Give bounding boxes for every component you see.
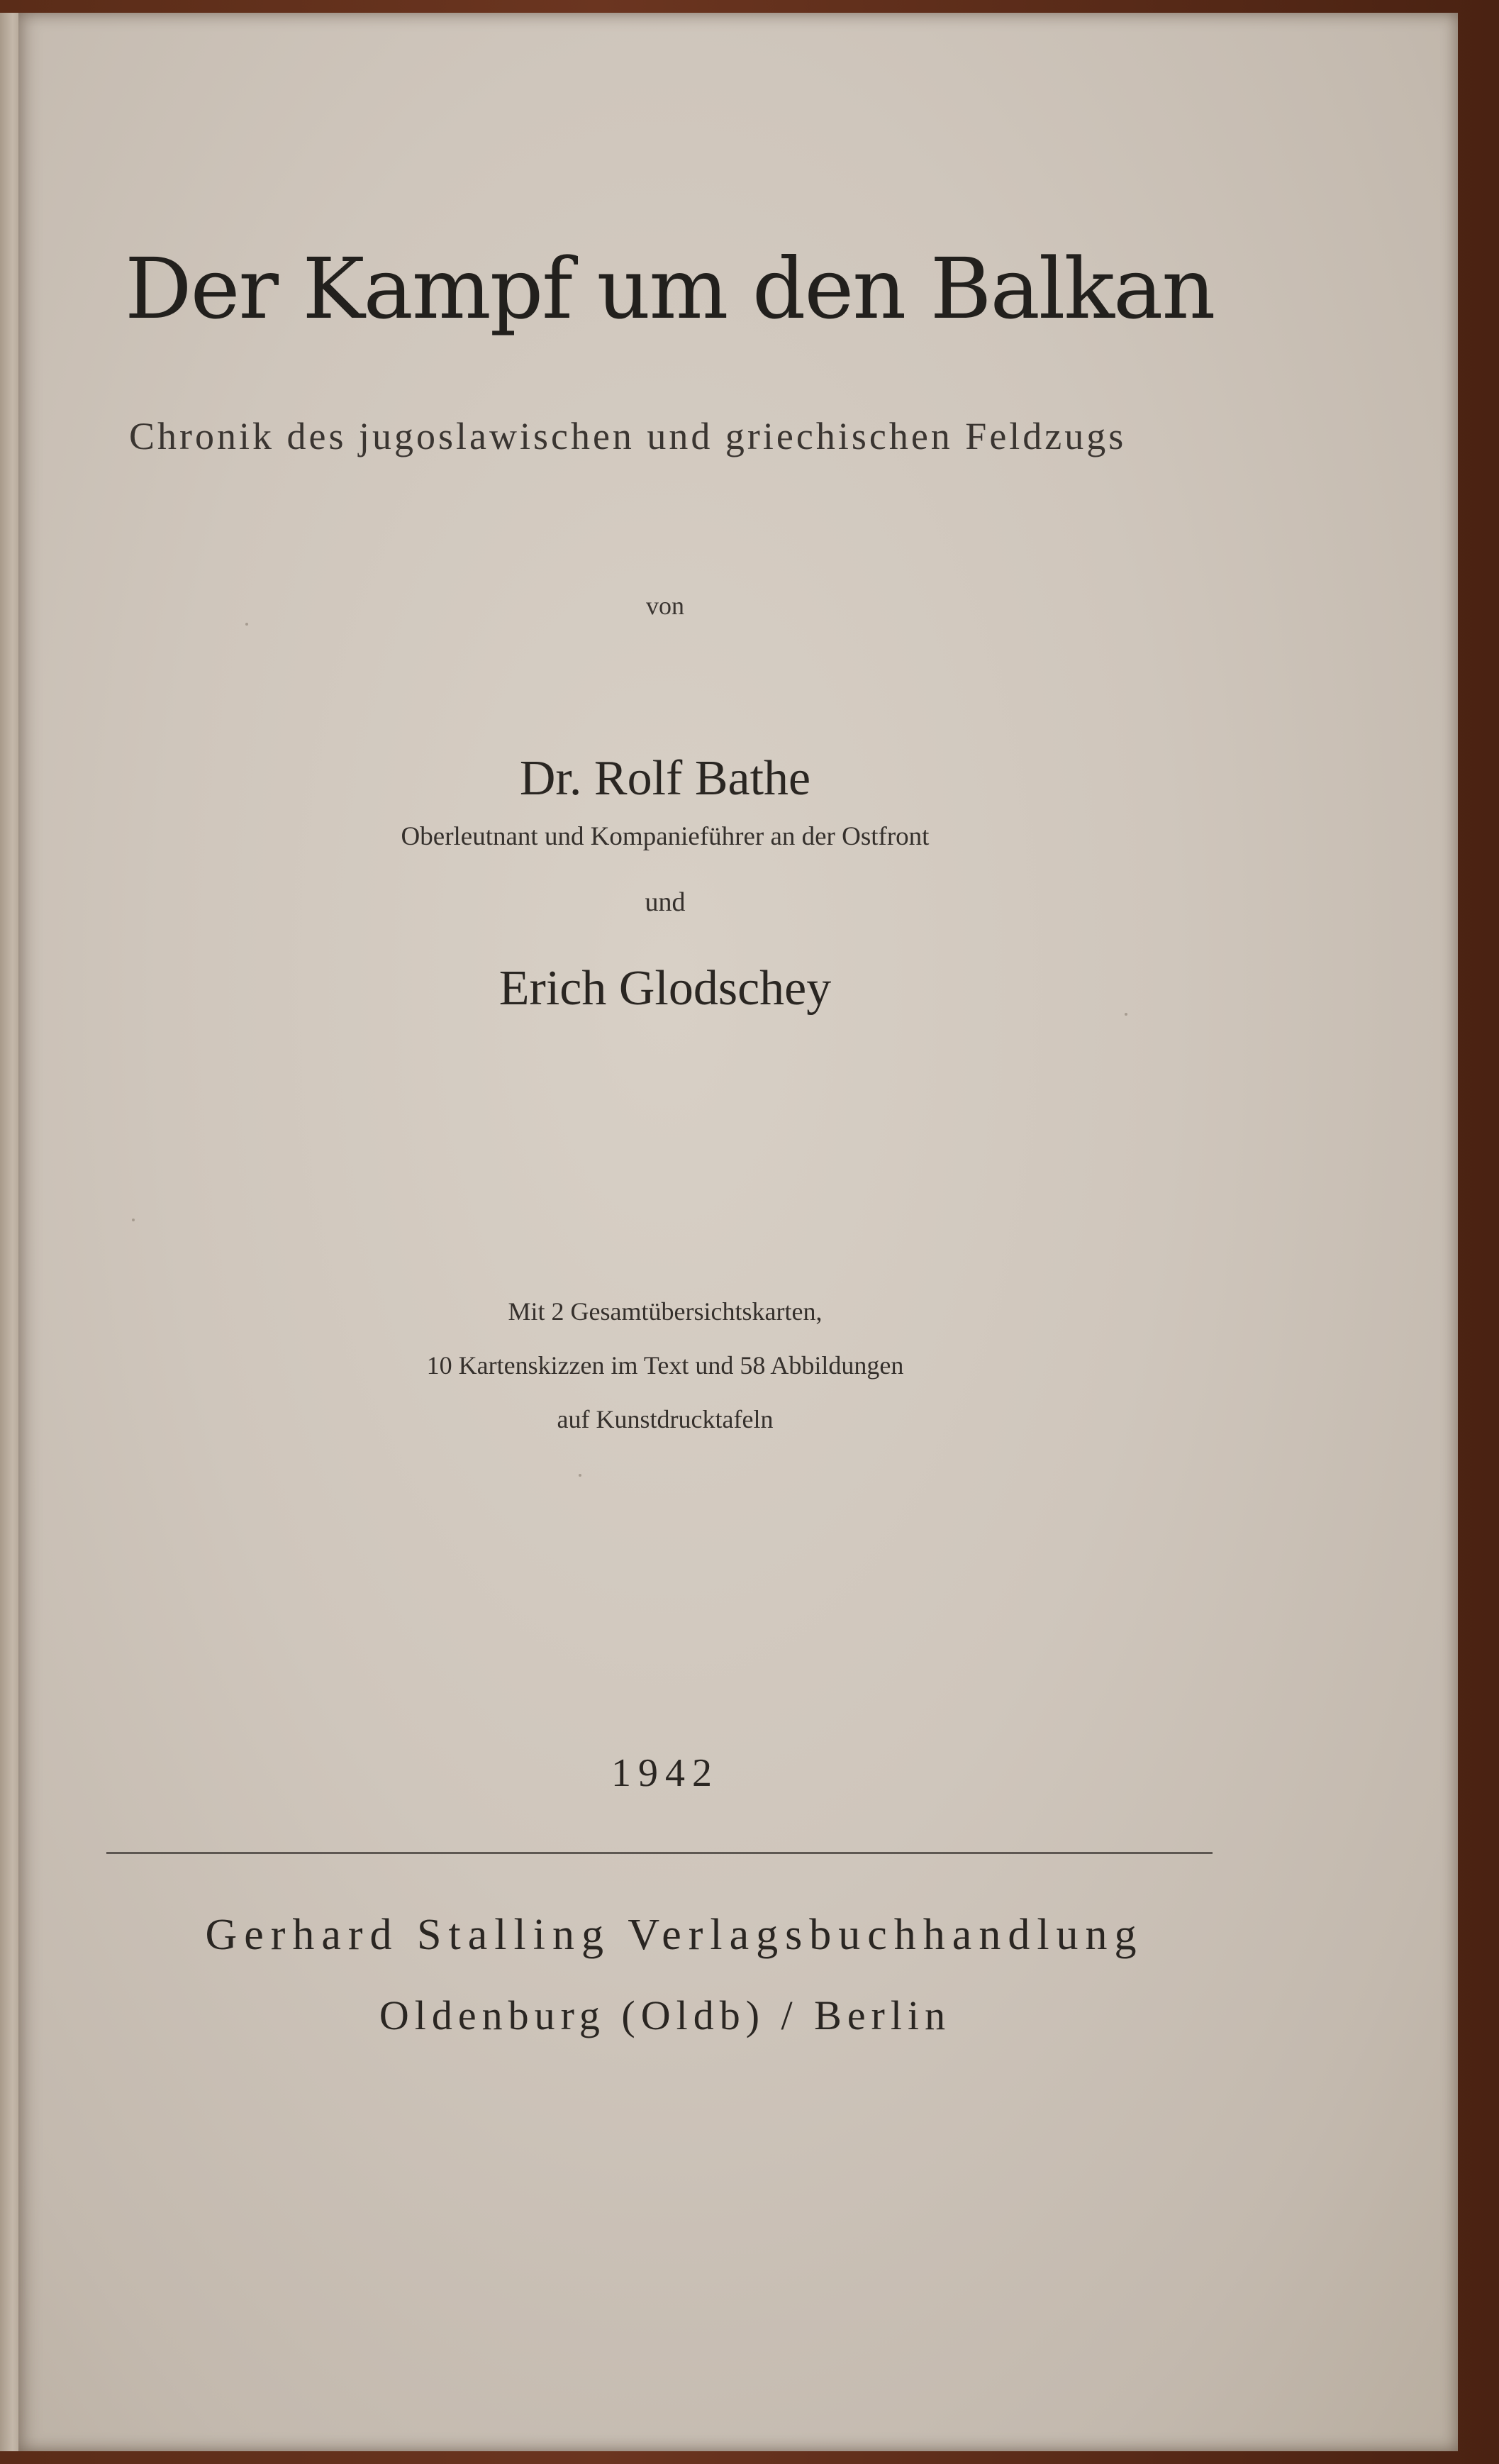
details-line-3: auf Kunstdrucktafeln [557,1405,774,1433]
book-subtitle: Chronik des jugoslawischen und griechischen Feldzugs [129,415,1127,457]
details-line-2: 10 Kartenskizzen im Text und 58 Abbildungen [426,1351,904,1380]
title-page [18,13,1458,2451]
paper-speck [245,623,248,626]
publication-year: 1942 [611,1751,719,1795]
paper-speck [132,1219,135,1221]
author-name-1: Dr. Rolf Bathe [519,751,811,806]
book-title: Der Kampf um den Balkan [125,240,1215,338]
details-line-1: Mit 2 Gesamtübersichtskarten, [508,1297,823,1326]
paper-speck [1125,1013,1127,1016]
divider-rule [106,1852,1213,1854]
publisher-place: Oldenburg (Oldb) / Berlin [379,1992,952,2038]
publisher-name: Gerhard Stalling Verlagsbuchhandlung [205,1911,1144,1959]
author-name-2: Erich Glodschey [498,961,832,1016]
paper-speck [579,1474,581,1477]
by-word: von [646,592,684,620]
conjunction: und [645,887,686,917]
author-role-1: Oberleutnant und Kompanieführer an der Ostfront [401,822,930,851]
